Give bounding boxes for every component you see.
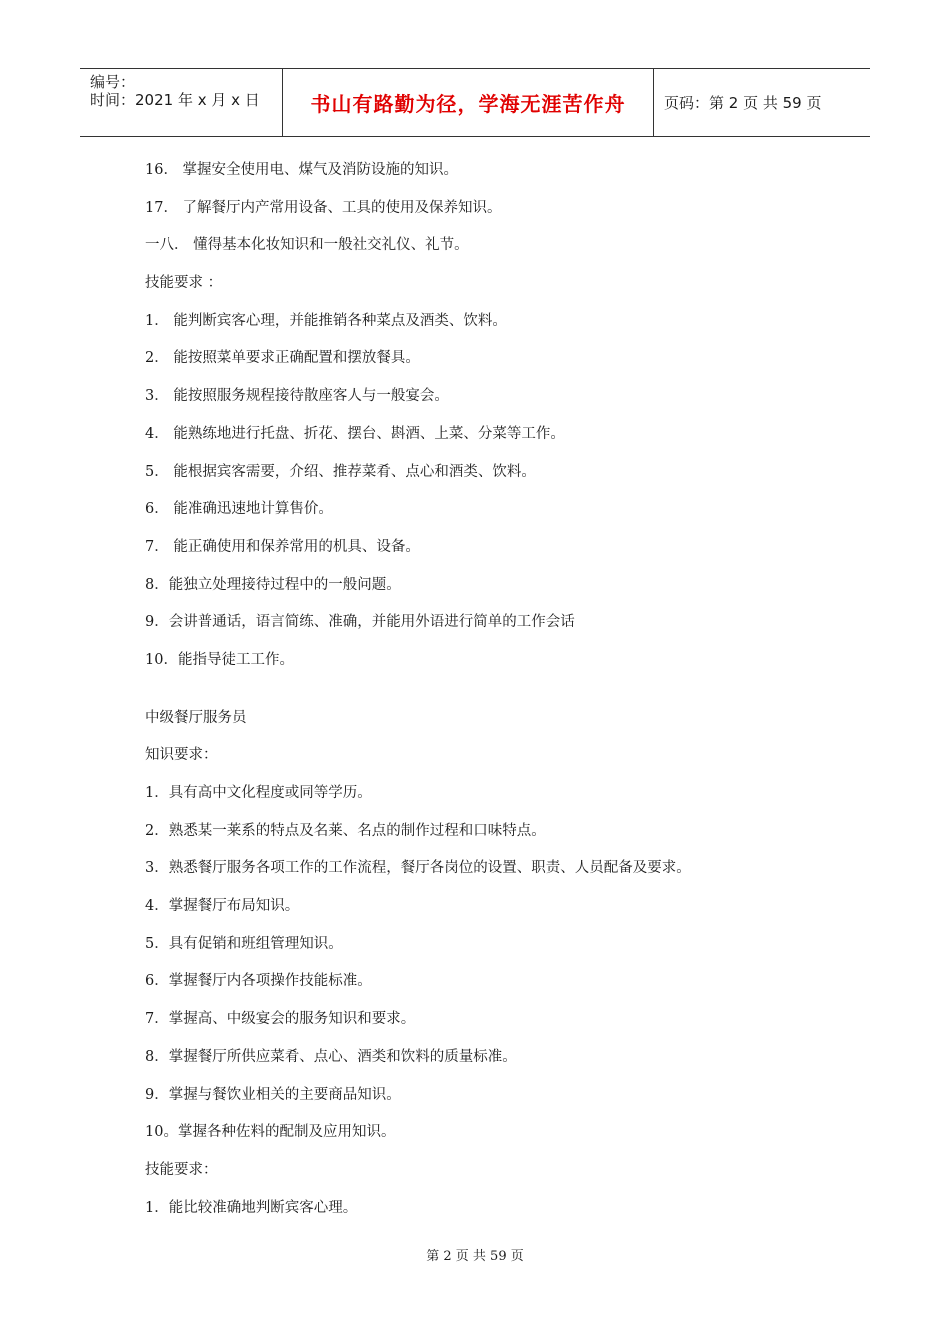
document-header <box>80 68 870 137</box>
list-item: 4． 能熟练地进行托盘、折花、摆台、斟酒、上菜、分菜等工作。 <box>145 425 565 442</box>
header-meta-cell <box>80 69 283 136</box>
text-line: 一八． 懂得基本化妆知识和一般社交礼仪、礼节。 <box>145 237 469 254</box>
page-footer: 第 2 页 共 59 页 <box>426 1249 524 1264</box>
list-item: 1．能比较准确地判断宾客心理。 <box>145 1199 358 1216</box>
list-item: 2． 能按照菜单要求正确配置和摆放餐具。 <box>145 350 420 367</box>
list-item: 6．掌握餐厅内各项操作技能标准。 <box>145 973 372 990</box>
section-heading: 技能要求 ： <box>145 275 223 292</box>
section-title: 中级餐厅服务员 <box>145 709 247 726</box>
list-item: 2．熟悉某一莱系的特点及名莱、名点的制作过程和口味特点。 <box>145 822 546 839</box>
section-heading: 技能要求： <box>145 1161 218 1178</box>
document-date-label: 时间：2021 年 x 月 x 日 <box>90 91 260 109</box>
section-heading: 知识要求： <box>145 747 218 764</box>
header-motto-cell <box>283 69 654 136</box>
list-item: 7．掌握高、中级宴会的服务知识和要求。 <box>145 1011 416 1028</box>
document-number-label: 编号： <box>90 73 136 91</box>
list-item: 8．掌握餐厅所供应菜肴、点心、酒类和饮料的质量标准。 <box>145 1048 517 1065</box>
list-item: 5．具有促销和班组管理知识。 <box>145 935 343 952</box>
list-item: 3．熟悉餐厅服务各项工作的工作流程，餐厅各岗位的设置、职责、人员配备及要求。 <box>145 860 691 877</box>
list-item: 6． 能准确迅速地计算售价。 <box>145 501 333 518</box>
list-item: 4．掌握餐厅布局知识。 <box>145 898 300 915</box>
list-item: 1．具有高中文化程度或同等学历。 <box>145 785 372 801</box>
list-item: 10。掌握各种佐料的配制及应用知识。 <box>145 1124 396 1141</box>
list-item: 5． 能根据宾客需要，介绍、推荐菜肴、点心和酒类、饮料。 <box>145 463 536 480</box>
document-body <box>145 152 845 1227</box>
list-item: 10．能指导徒工工作。 <box>145 651 294 668</box>
list-item: 9．会讲普通话，语言简练、准确，并能用外语进行简单的工作会话 <box>145 614 575 631</box>
header-page-info: 页码：第 2 页 共 59 页 <box>664 94 822 112</box>
list-item: 9．掌握与餐饮业相关的主要商品知识。 <box>145 1086 401 1103</box>
list-item: 8．能独立处理接待过程中的一般问题。 <box>145 576 401 593</box>
list-item: 7． 能正确使用和保养常用的机具、设备。 <box>145 538 420 555</box>
section-gap <box>145 680 845 700</box>
motto-text: 书山有路勤为径，学海无涯苦作舟 <box>310 92 626 116</box>
text-line: 17． 了解餐厅内产常用设备、工具的使用及保养知识。 <box>145 199 502 216</box>
text-line: 16． 掌握安全使用电、煤气及消防设施的知识。 <box>145 162 459 178</box>
list-item: 1． 能判断宾客心理，并能推销各种菜点及酒类、饮料。 <box>145 312 507 329</box>
list-item: 3． 能按照服务规程接待散座客人与一般宴会。 <box>145 388 449 405</box>
header-page-cell <box>654 69 870 136</box>
